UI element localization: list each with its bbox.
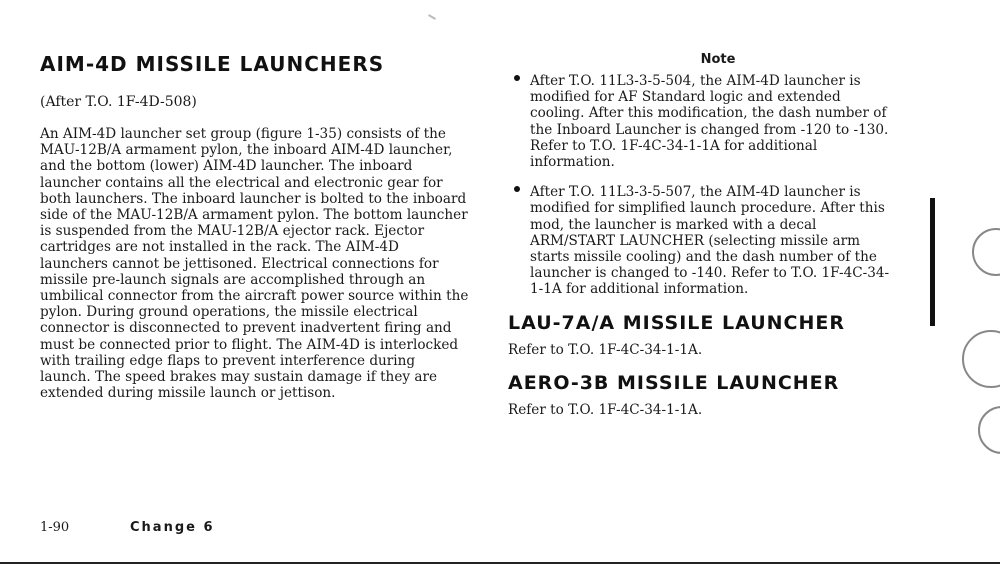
note-item bbox=[508, 73, 898, 170]
punch-hole bbox=[972, 228, 1000, 276]
aero-3b-reference: Refer to T.O. 1F-4C-34-1-1A. bbox=[508, 401, 703, 418]
bullet-icon bbox=[514, 75, 520, 81]
note-text: After T.O. 11L3-3-5-507, the AIM-4D launcher is modified for simplified launch procedure. After this mod, the launcher is marked with a decal ARM/START LAUNCHER (selecting missile arm starts missile cooling) and the dash number of the launcher is changed to -140. Refer to T.O. 1F-4C-34-1-1A for additional information. bbox=[530, 184, 890, 298]
note-list bbox=[508, 73, 898, 298]
aim-4d-subtitle: (After T.O. 1F-4D-508) bbox=[40, 94, 197, 110]
page-footer bbox=[40, 520, 215, 535]
scan-speck bbox=[428, 14, 436, 20]
punch-hole bbox=[962, 330, 1000, 388]
bullet-icon bbox=[514, 186, 520, 192]
bottom-rule bbox=[0, 562, 1000, 564]
lau-7a-reference: Refer to T.O. 1F-4C-34-1-1A. bbox=[508, 341, 703, 358]
change-bar bbox=[930, 198, 935, 326]
punch-hole bbox=[978, 406, 1000, 454]
aero-3b-heading: AERO-3B MISSILE LAUNCHER bbox=[508, 371, 840, 394]
page-number: 1-90 bbox=[40, 520, 70, 535]
note-title: Note bbox=[700, 52, 736, 67]
aim-4d-heading: AIM-4D MISSILE LAUNCHERS bbox=[40, 52, 385, 76]
aim-4d-body: An AIM-4D launcher set group (figure 1-35) consists of the MAU-12B/A armament pylon, the inboard AIM-4D launcher, and the bottom (lower) AIM-4D launcher. The inboard launcher contains all the electrical and electronic gear for both launchers. The inboard launcher is bolted to the inboard side of the MAU-12B/A armament pylon. The bottom launcher is suspended from the MAU-12B/A ejector rack. Ejector cartridges are not installed in the rack. The AIM-4D launchers cannot be jettisoned. Electrical connections for missile pre-launch signals are accomplished through an umbilical connector from the aircraft power source within the pylon. During ground operations, the missile electrical connector is disconnected to prevent inadvertent firing and must be connected prior to flight. The AIM-4D is interlocked with trailing edge flaps to prevent interference during launch. The speed brakes may sustain damage if they are extended during missile launch or jettison. bbox=[40, 126, 469, 402]
note-text: After T.O. 11L3-3-5-504, the AIM-4D launcher is modified for AF Standard logic and extended cooling. After this modification, the dash number of the Inboard Launcher is changed from -120 to -130. Refer to T.O. 1F-4C-34-1-1A for additional information. bbox=[530, 73, 889, 171]
note-item bbox=[508, 184, 898, 297]
right-column bbox=[508, 52, 898, 418]
change-label: Change 6 bbox=[130, 520, 215, 535]
lau-7a-heading: LAU-7A/A MISSILE LAUNCHER bbox=[508, 311, 845, 334]
left-column bbox=[40, 52, 470, 415]
